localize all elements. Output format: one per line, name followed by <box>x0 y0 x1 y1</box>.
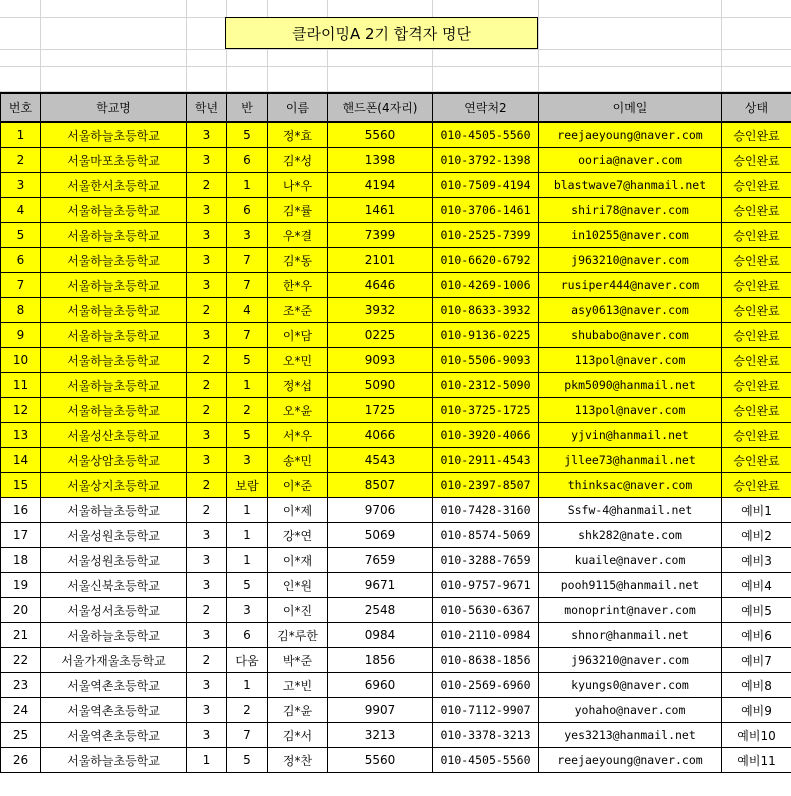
cell-status[interactable]: 승인완료 <box>722 122 791 148</box>
cell-school[interactable]: 서울역촌초등학교 <box>41 698 187 723</box>
cell-email[interactable]: ooria@naver.com <box>539 148 722 173</box>
cell-status[interactable]: 승인완료 <box>722 323 791 348</box>
cell-phone4[interactable]: 4194 <box>328 173 433 198</box>
cell-contact2[interactable]: 010-3288-7659 <box>433 548 539 573</box>
cell-email[interactable]: j963210@naver.com <box>539 648 722 673</box>
cell-phone4[interactable]: 9093 <box>328 348 433 373</box>
cell-no[interactable]: 3 <box>1 173 41 198</box>
cell-grade[interactable]: 3 <box>187 198 227 223</box>
cell-class[interactable]: 1 <box>227 523 268 548</box>
cell-class[interactable]: 1 <box>227 498 268 523</box>
table-row <box>1 573 791 598</box>
cell-phone4[interactable]: 1398 <box>328 148 433 173</box>
cell-contact2[interactable]: 010-7112-9907 <box>433 698 539 723</box>
cell-status[interactable]: 승인완료 <box>722 298 791 323</box>
cell-no[interactable]: 22 <box>1 648 41 673</box>
table-row <box>1 348 791 373</box>
cell-class[interactable]: 7 <box>227 273 268 298</box>
cell-status[interactable]: 승인완료 <box>722 348 791 373</box>
cell-status[interactable]: 승인완료 <box>722 473 791 498</box>
cell-class[interactable]: 1 <box>227 673 268 698</box>
cell-school[interactable]: 서울하늘초등학교 <box>41 323 187 348</box>
cell-status[interactable]: 예비4 <box>722 573 791 598</box>
table-row <box>1 298 791 323</box>
table-row <box>1 273 791 298</box>
cell-email[interactable]: reejaeyoung@naver.com <box>539 748 722 773</box>
cell-class[interactable]: 6 <box>227 148 268 173</box>
table-row <box>1 448 791 473</box>
cell-name[interactable]: 한*우 <box>268 273 328 298</box>
roster-table <box>0 92 791 773</box>
cell-no[interactable]: 20 <box>1 598 41 623</box>
header-email[interactable]: 이메일 <box>539 93 722 122</box>
cell-school[interactable]: 서울역촌초등학교 <box>41 673 187 698</box>
cell-grade[interactable]: 2 <box>187 498 227 523</box>
cell-no[interactable]: 8 <box>1 298 41 323</box>
cell-status[interactable]: 예비3 <box>722 548 791 573</box>
cell-name[interactable]: 강*연 <box>268 523 328 548</box>
cell-school[interactable]: 서울하늘초등학교 <box>41 498 187 523</box>
cell-status[interactable]: 예비1 <box>722 498 791 523</box>
cell-no[interactable]: 2 <box>1 148 41 173</box>
cell-email[interactable]: kyungs0@naver.com <box>539 673 722 698</box>
cell-status[interactable]: 예비6 <box>722 623 791 648</box>
cell-no[interactable]: 26 <box>1 748 41 773</box>
table-row <box>1 173 791 198</box>
cell-status[interactable]: 예비7 <box>722 648 791 673</box>
cell-status[interactable]: 예비5 <box>722 598 791 623</box>
cell-school[interactable]: 서울상지초등학교 <box>41 473 187 498</box>
header-no[interactable]: 번호 <box>1 93 41 122</box>
cell-email[interactable]: shiri78@naver.com <box>539 198 722 223</box>
cell-no[interactable]: 19 <box>1 573 41 598</box>
cell-email[interactable]: pkm5090@hanmail.net <box>539 373 722 398</box>
cell-school[interactable]: 서울하늘초등학교 <box>41 298 187 323</box>
cell-no[interactable]: 14 <box>1 448 41 473</box>
cell-grade[interactable]: 3 <box>187 698 227 723</box>
cell-school[interactable]: 서울하늘초등학교 <box>41 198 187 223</box>
cell-school[interactable]: 서울하늘초등학교 <box>41 223 187 248</box>
cell-class[interactable]: 보람 <box>227 473 268 498</box>
cell-name[interactable]: 서*우 <box>268 423 328 448</box>
table-row <box>1 698 791 723</box>
cell-email[interactable]: thinksac@naver.com <box>539 473 722 498</box>
cell-school[interactable]: 서울성산초등학교 <box>41 423 187 448</box>
cell-phone4[interactable]: 8507 <box>328 473 433 498</box>
cell-status[interactable]: 승인완료 <box>722 423 791 448</box>
table-row <box>1 473 791 498</box>
cell-contact2[interactable]: 010-3378-3213 <box>433 723 539 748</box>
cell-email[interactable]: 113pol@naver.com <box>539 348 722 373</box>
cell-contact2[interactable]: 010-2525-7399 <box>433 223 539 248</box>
cell-grade[interactable]: 3 <box>187 573 227 598</box>
cell-contact2[interactable]: 010-8574-5069 <box>433 523 539 548</box>
cell-grade[interactable]: 1 <box>187 748 227 773</box>
cell-phone4[interactable]: 0984 <box>328 623 433 648</box>
cell-grade[interactable]: 3 <box>187 448 227 473</box>
cell-contact2[interactable]: 010-5506-9093 <box>433 348 539 373</box>
cell-class[interactable]: 7 <box>227 248 268 273</box>
cell-contact2[interactable]: 010-2110-0984 <box>433 623 539 648</box>
cell-status[interactable]: 승인완료 <box>722 223 791 248</box>
table-row <box>1 648 791 673</box>
cell-email[interactable]: pooh9115@hanmail.net <box>539 573 722 598</box>
cell-status[interactable]: 승인완료 <box>722 173 791 198</box>
cell-class[interactable]: 4 <box>227 298 268 323</box>
cell-phone4[interactable]: 7659 <box>328 548 433 573</box>
cell-phone4[interactable]: 1725 <box>328 398 433 423</box>
table-row <box>1 598 791 623</box>
cell-status[interactable]: 승인완료 <box>722 373 791 398</box>
cell-grade[interactable]: 3 <box>187 248 227 273</box>
cell-phone4[interactable]: 1856 <box>328 648 433 673</box>
cell-name[interactable]: 우*결 <box>268 223 328 248</box>
cell-class[interactable]: 3 <box>227 448 268 473</box>
table-row <box>1 523 791 548</box>
table-row <box>1 248 791 273</box>
cell-no[interactable]: 6 <box>1 248 41 273</box>
table-row <box>1 498 791 523</box>
cell-contact2[interactable]: 010-8633-3932 <box>433 298 539 323</box>
cell-no[interactable]: 4 <box>1 198 41 223</box>
cell-name[interactable]: 인*원 <box>268 573 328 598</box>
cell-name[interactable]: 이*준 <box>268 473 328 498</box>
cell-school[interactable]: 서울마포초등학교 <box>41 148 187 173</box>
cell-status[interactable]: 예비10 <box>722 723 791 748</box>
cell-grade[interactable]: 3 <box>187 673 227 698</box>
table-row <box>1 198 791 223</box>
cell-contact2[interactable]: 010-5630-6367 <box>433 598 539 623</box>
table-row <box>1 673 791 698</box>
cell-status[interactable]: 승인완료 <box>722 398 791 423</box>
cell-class[interactable]: 6 <box>227 198 268 223</box>
cell-phone4[interactable]: 4066 <box>328 423 433 448</box>
cell-no[interactable]: 18 <box>1 548 41 573</box>
cell-contact2[interactable]: 010-6620-6792 <box>433 248 539 273</box>
cell-email[interactable]: yjvin@hanmail.net <box>539 423 722 448</box>
header-status[interactable]: 상태 <box>722 93 791 122</box>
cell-status[interactable]: 예비11 <box>722 748 791 773</box>
cell-email[interactable]: in10255@naver.com <box>539 223 722 248</box>
cell-school[interactable]: 서울하늘초등학교 <box>41 348 187 373</box>
cell-email[interactable]: shubabo@naver.com <box>539 323 722 348</box>
cell-no[interactable]: 12 <box>1 398 41 423</box>
cell-no[interactable]: 17 <box>1 523 41 548</box>
cell-grade[interactable]: 3 <box>187 273 227 298</box>
cell-phone4[interactable]: 2548 <box>328 598 433 623</box>
cell-phone4[interactable]: 4543 <box>328 448 433 473</box>
cell-contact2[interactable]: 010-7428-3160 <box>433 498 539 523</box>
cell-class[interactable]: 3 <box>227 598 268 623</box>
header-grade[interactable]: 학년 <box>187 93 227 122</box>
cell-class[interactable]: 5 <box>227 573 268 598</box>
cell-contact2[interactable]: 010-4505-5560 <box>433 122 539 148</box>
cell-class[interactable]: 6 <box>227 623 268 648</box>
table-row <box>1 623 791 648</box>
cell-name[interactable]: 김*윤 <box>268 698 328 723</box>
cell-no[interactable]: 25 <box>1 723 41 748</box>
roster-body <box>1 122 791 773</box>
cell-contact2[interactable]: 010-3706-1461 <box>433 198 539 223</box>
cell-phone4[interactable]: 3213 <box>328 723 433 748</box>
cell-name[interactable]: 이*담 <box>268 323 328 348</box>
cell-phone4[interactable]: 3932 <box>328 298 433 323</box>
cell-phone4[interactable]: 5560 <box>328 748 433 773</box>
cell-class[interactable]: 1 <box>227 548 268 573</box>
header-phone4[interactable]: 핸드폰(4자리) <box>328 93 433 122</box>
cell-status[interactable]: 승인완료 <box>722 448 791 473</box>
cell-email[interactable]: monoprint@naver.com <box>539 598 722 623</box>
cell-grade[interactable]: 2 <box>187 398 227 423</box>
cell-status[interactable]: 예비8 <box>722 673 791 698</box>
cell-school[interactable]: 서울역촌초등학교 <box>41 723 187 748</box>
cell-status[interactable]: 승인완료 <box>722 198 791 223</box>
cell-no[interactable]: 11 <box>1 373 41 398</box>
cell-email[interactable]: shk282@nate.com <box>539 523 722 548</box>
cell-email[interactable]: rusiper444@naver.com <box>539 273 722 298</box>
header-contact2[interactable]: 연락처2 <box>433 93 539 122</box>
cell-phone4[interactable]: 5090 <box>328 373 433 398</box>
cell-grade[interactable]: 3 <box>187 148 227 173</box>
cell-name[interactable]: 정*섭 <box>268 373 328 398</box>
cell-grade[interactable]: 3 <box>187 723 227 748</box>
cell-email[interactable]: kuaile@naver.com <box>539 548 722 573</box>
cell-contact2[interactable]: 010-8638-1856 <box>433 648 539 673</box>
cell-name[interactable]: 김*동 <box>268 248 328 273</box>
table-row <box>1 748 791 773</box>
cell-grade[interactable]: 2 <box>187 648 227 673</box>
cell-school[interactable]: 서울성서초등학교 <box>41 598 187 623</box>
cell-phone4[interactable]: 9671 <box>328 573 433 598</box>
cell-name[interactable]: 나*우 <box>268 173 328 198</box>
page-title: 클라이밍A 2기 합격자 명단 <box>225 17 538 49</box>
cell-phone4[interactable]: 0225 <box>328 323 433 348</box>
cell-phone4[interactable]: 4646 <box>328 273 433 298</box>
cell-email[interactable]: 113pol@naver.com <box>539 398 722 423</box>
cell-status[interactable]: 승인완료 <box>722 148 791 173</box>
cell-contact2[interactable]: 010-2911-4543 <box>433 448 539 473</box>
cell-email[interactable]: yes3213@hanmail.net <box>539 723 722 748</box>
cell-contact2[interactable]: 010-2569-6960 <box>433 673 539 698</box>
cell-status[interactable]: 승인완료 <box>722 273 791 298</box>
cell-school[interactable]: 서울성원초등학교 <box>41 548 187 573</box>
cell-school[interactable]: 서울하늘초등학교 <box>41 122 187 148</box>
cell-name[interactable]: 정*찬 <box>268 748 328 773</box>
cell-grade[interactable]: 3 <box>187 548 227 573</box>
cell-school[interactable]: 서울하늘초등학교 <box>41 273 187 298</box>
table-row <box>1 373 791 398</box>
cell-grade[interactable]: 2 <box>187 173 227 198</box>
cell-grade[interactable]: 2 <box>187 473 227 498</box>
cell-contact2[interactable]: 010-4269-1006 <box>433 273 539 298</box>
cell-school[interactable]: 서울하늘초등학교 <box>41 248 187 273</box>
cell-phone4[interactable]: 2101 <box>328 248 433 273</box>
table-row <box>1 423 791 448</box>
cell-phone4[interactable]: 1461 <box>328 198 433 223</box>
cell-class[interactable]: 1 <box>227 173 268 198</box>
cell-grade[interactable]: 2 <box>187 373 227 398</box>
cell-no[interactable]: 5 <box>1 223 41 248</box>
cell-grade[interactable]: 2 <box>187 348 227 373</box>
cell-class[interactable]: 7 <box>227 723 268 748</box>
cell-phone4[interactable]: 7399 <box>328 223 433 248</box>
cell-no[interactable]: 9 <box>1 323 41 348</box>
cell-status[interactable]: 예비9 <box>722 698 791 723</box>
cell-class[interactable]: 5 <box>227 122 268 148</box>
table-row <box>1 148 791 173</box>
cell-name[interactable]: 이*재 <box>268 548 328 573</box>
cell-class[interactable]: 2 <box>227 698 268 723</box>
cell-grade[interactable]: 3 <box>187 122 227 148</box>
header-name[interactable]: 이름 <box>268 93 328 122</box>
cell-class[interactable]: 2 <box>227 398 268 423</box>
cell-name[interactable]: 이*진 <box>268 598 328 623</box>
cell-no[interactable]: 21 <box>1 623 41 648</box>
cell-grade[interactable]: 3 <box>187 223 227 248</box>
cell-name[interactable]: 김*서 <box>268 723 328 748</box>
cell-no[interactable]: 1 <box>1 122 41 148</box>
cell-contact2[interactable]: 010-3792-1398 <box>433 148 539 173</box>
cell-status[interactable]: 예비2 <box>722 523 791 548</box>
cell-grade[interactable]: 3 <box>187 523 227 548</box>
cell-no[interactable]: 15 <box>1 473 41 498</box>
cell-class[interactable]: 다움 <box>227 648 268 673</box>
cell-school[interactable]: 서울가재울초등학교 <box>41 648 187 673</box>
cell-class[interactable]: 1 <box>227 373 268 398</box>
cell-school[interactable]: 서울신북초등학교 <box>41 573 187 598</box>
cell-email[interactable]: j963210@naver.com <box>539 248 722 273</box>
cell-email[interactable]: blastwave7@hanmail.net <box>539 173 722 198</box>
table-row <box>1 223 791 248</box>
cell-school[interactable]: 서울하늘초등학교 <box>41 398 187 423</box>
cell-grade[interactable]: 3 <box>187 323 227 348</box>
cell-contact2[interactable]: 010-7509-4194 <box>433 173 539 198</box>
cell-name[interactable]: 오*민 <box>268 348 328 373</box>
cell-name[interactable]: 조*준 <box>268 298 328 323</box>
table-row <box>1 723 791 748</box>
cell-name[interactable]: 김*률 <box>268 198 328 223</box>
cell-name[interactable]: 오*윤 <box>268 398 328 423</box>
cell-school[interactable]: 서울한서초등학교 <box>41 173 187 198</box>
cell-email[interactable]: reejaeyoung@naver.com <box>539 122 722 148</box>
cell-grade[interactable]: 3 <box>187 423 227 448</box>
cell-phone4[interactable]: 9706 <box>328 498 433 523</box>
cell-phone4[interactable]: 6960 <box>328 673 433 698</box>
cell-class[interactable]: 5 <box>227 348 268 373</box>
cell-grade[interactable]: 2 <box>187 298 227 323</box>
cell-phone4[interactable]: 5560 <box>328 122 433 148</box>
cell-contact2[interactable]: 010-3920-4066 <box>433 423 539 448</box>
cell-class[interactable]: 7 <box>227 323 268 348</box>
cell-email[interactable]: yohaho@naver.com <box>539 698 722 723</box>
cell-grade[interactable]: 2 <box>187 598 227 623</box>
cell-name[interactable]: 이*제 <box>268 498 328 523</box>
cell-school[interactable]: 서울하늘초등학교 <box>41 623 187 648</box>
cell-no[interactable]: 24 <box>1 698 41 723</box>
cell-email[interactable]: shnor@hanmail.net <box>539 623 722 648</box>
header-row <box>1 93 791 122</box>
cell-class[interactable]: 5 <box>227 423 268 448</box>
cell-school[interactable]: 서울성원초등학교 <box>41 523 187 548</box>
header-class[interactable]: 반 <box>227 93 268 122</box>
cell-school[interactable]: 서울하늘초등학교 <box>41 748 187 773</box>
cell-no[interactable]: 7 <box>1 273 41 298</box>
cell-email[interactable]: asy0613@naver.com <box>539 298 722 323</box>
cell-name[interactable]: 송*민 <box>268 448 328 473</box>
cell-contact2[interactable]: 010-3725-1725 <box>433 398 539 423</box>
cell-no[interactable]: 13 <box>1 423 41 448</box>
cell-no[interactable]: 23 <box>1 673 41 698</box>
cell-phone4[interactable]: 9907 <box>328 698 433 723</box>
cell-phone4[interactable]: 5069 <box>328 523 433 548</box>
cell-name[interactable]: 김*성 <box>268 148 328 173</box>
cell-status[interactable]: 승인완료 <box>722 248 791 273</box>
cell-class[interactable]: 5 <box>227 748 268 773</box>
cell-name[interactable]: 박*준 <box>268 648 328 673</box>
cell-contact2[interactable]: 010-9136-0225 <box>433 323 539 348</box>
table-row <box>1 122 791 148</box>
cell-no[interactable]: 16 <box>1 498 41 523</box>
table-row <box>1 398 791 423</box>
header-school[interactable]: 학교명 <box>41 93 187 122</box>
cell-name[interactable]: 김*루한 <box>268 623 328 648</box>
cell-contact2[interactable]: 010-4505-5560 <box>433 748 539 773</box>
cell-no[interactable]: 10 <box>1 348 41 373</box>
cell-contact2[interactable]: 010-2397-8507 <box>433 473 539 498</box>
cell-contact2[interactable]: 010-2312-5090 <box>433 373 539 398</box>
cell-email[interactable]: Ssfw-4@hanmail.net <box>539 498 722 523</box>
cell-name[interactable]: 정*효 <box>268 122 328 148</box>
cell-name[interactable]: 고*빈 <box>268 673 328 698</box>
table-row <box>1 323 791 348</box>
table-row <box>1 548 791 573</box>
cell-class[interactable]: 3 <box>227 223 268 248</box>
cell-school[interactable]: 서울상암초등학교 <box>41 448 187 473</box>
cell-school[interactable]: 서울하늘초등학교 <box>41 373 187 398</box>
cell-contact2[interactable]: 010-9757-9671 <box>433 573 539 598</box>
cell-email[interactable]: jllee73@hanmail.net <box>539 448 722 473</box>
cell-grade[interactable]: 3 <box>187 623 227 648</box>
